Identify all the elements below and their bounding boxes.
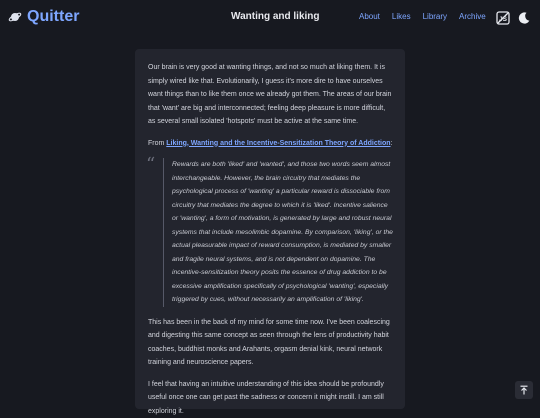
source-line [148,137,393,151]
site-name: Quitter [27,8,79,26]
article-body [135,49,405,409]
dark-mode-moon-icon [517,11,531,25]
second-paragraph: This has been in the back of my mind for some time now. I've been coalescing and digesting this same concept as seen through the lens of productivity habit coaches, buddhist monks and Arahants, orgasm denial kink, neural network training and neuroscience papers. [148,316,393,370]
dark-mode-toggle-button[interactable] [515,9,533,27]
blockquote-text: Rewards are both 'liked' and 'wanted', and those two words seem almost interchangeable. However, the brain circuitry that mediates the psychological process of 'wanting' a particular reward is dissociable from circuitry that mediates the degree to which it is 'liked'. Incentive salience or 'wanting', a form of motivation, is generated by large and robust neural systems that include mesolimbic dopamine. By comparison, 'liking', or the actual pleasurable impact of reward consumption, is mediated by smaller and fragile neural systems, and is not dependent on dopamine. The incentive-sensitization theory posits the essence of drug addiction to be excessive amplification specifically of psychological 'wanting', especially triggered by cues, without necessarily an amplification of 'liking'. [163,158,393,307]
scroll-to-top-icon [519,385,529,395]
quote-block [148,158,393,307]
source-suffix: : [391,140,393,147]
nav-likes[interactable]: Likes [392,12,411,21]
source-prefix: From [148,140,166,147]
nav-library[interactable]: Library [423,12,447,21]
site-header [0,0,540,35]
svg-text:JS: JS [499,16,508,23]
no-js-toggle-button[interactable] [494,9,512,27]
source-link[interactable]: Liking, Wanting and the Incentive-Sensitization Theory of Addiction [166,140,390,147]
site-logo-link[interactable] [8,8,79,26]
page-title: Wanting and liking [231,11,320,22]
nav-archive[interactable]: Archive [459,12,486,21]
planet-icon [8,10,22,24]
no-js-icon [496,11,510,25]
quote-mark-icon: “ [146,156,155,174]
nav-about[interactable]: About [359,12,380,21]
main-nav [359,12,498,21]
third-paragraph: I feel that having an intuitive understanding of this idea should be profoundly useful once one can get past the sadness or concern it might instill. I am still exploring it. [148,378,393,418]
scroll-to-top-button[interactable] [515,381,533,399]
intro-paragraph: Our brain is very good at wanting things, and not so much at liking them. It is simply wired like that. Evolutionarily, I guess it's more dire to have ourselves want things than to like them once we already got them. The areas of our brain that 'want' are big and interconnected; feeling deep pleasure is more difficult, as several small isolated 'hotspots' must be active at the same time. [148,61,393,129]
